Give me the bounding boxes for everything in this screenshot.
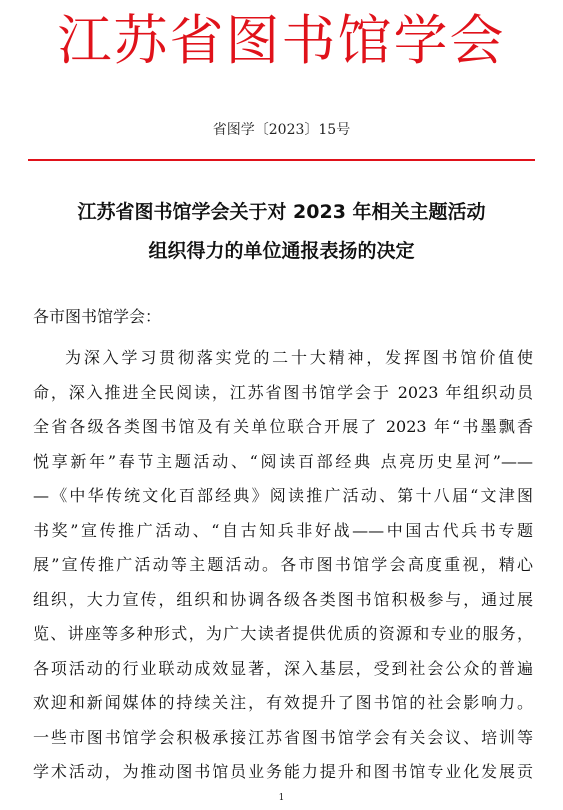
body-line: 一些市图书馆学会积极承接江苏省图书馆学会有关会议、培训等 — [33, 727, 533, 747]
document-title-line-2: 组织得力的单位通报表扬的决定 — [148, 240, 415, 262]
body-line: 展”宣传推广活动等主题活动。各市图书馆学会高度重视，精心 — [33, 555, 533, 574]
document-number: 省图学〔2023〕15号 — [212, 122, 351, 138]
salutation: 各市图书馆学会： — [33, 307, 162, 326]
page-number: 1 — [278, 793, 285, 803]
document-title-line-1: 江苏省图书馆学会关于对 2023 年相关主题活动 — [77, 201, 486, 223]
body-line: 书奖”宣传推广活动、“自古知兵非好战——中国古代兵书专题 — [33, 520, 533, 540]
body-line: 命，深入推进全民阅读，江苏省图书馆学会于 2023 年组织动员 — [33, 382, 533, 402]
body-line: 组织，大力宣传，组织和协调各级各类图书馆积极参与，通过展 — [33, 589, 533, 609]
body-paragraph — [33, 341, 533, 790]
body-line: 览、讲座等多种形式，为广大读者提供优质的资源和专业的服务， — [33, 624, 533, 643]
body-line: 全省各级各类图书馆及有关单位联合开展了 2023 年“书墨飘香 — [33, 417, 533, 436]
body-line: 学术活动，为推动图书馆员业务能力提升和图书馆专业化发展贡 — [33, 762, 533, 781]
body-line: 各项活动的行业联动成效显著，深入基层，受到社会公众的普遍 — [33, 658, 533, 678]
body-line: 悦享新年”春节主题活动、“阅读百部经典 点亮历史星河”—— — [33, 451, 533, 471]
body-line: 为深入学习贯彻落实党的二十大精神，发挥图书馆价值使 — [65, 348, 533, 367]
masthead-title: 江苏省图书馆学会 — [57, 9, 506, 72]
body-line: 欢迎和新闻媒体的持续关注，有效提升了图书馆的社会影响力。 — [33, 693, 533, 712]
body-line: —《中华传统文化百部经典》阅读推广活动、第十八届“文津图 — [33, 486, 533, 505]
red-divider-line — [28, 159, 535, 161]
